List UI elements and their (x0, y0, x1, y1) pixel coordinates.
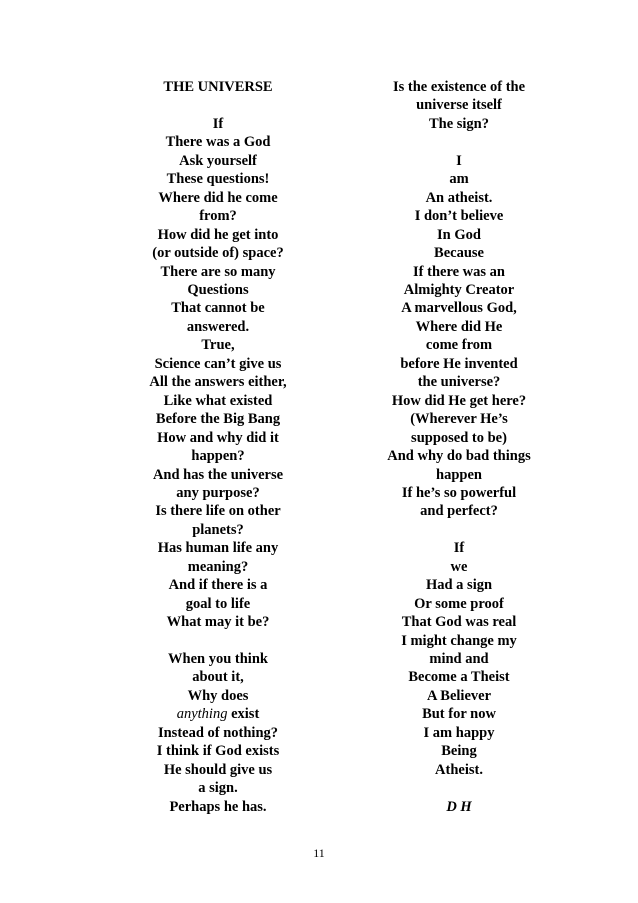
poem-line: An atheist. (425, 189, 493, 206)
poem-line: These questions! (166, 171, 270, 188)
poem-line: I might change my (401, 632, 517, 649)
poem-left-column (128, 78, 308, 816)
poem-line: Because (434, 245, 484, 262)
poem-line: And why do bad things (387, 448, 531, 465)
poem-line: a sign. (198, 780, 238, 797)
page-number: 11 (313, 846, 325, 860)
poem-line (368, 779, 550, 797)
poem-line: I don’t believe (414, 208, 504, 225)
author-initials: D H (446, 798, 472, 815)
poem-line: And has the universe (152, 466, 284, 483)
poem-line (368, 521, 550, 539)
poem-line: Atheist. (435, 761, 483, 778)
poem-line: we (450, 558, 468, 575)
poem-line: If (453, 540, 465, 557)
poem-line: That cannot be (171, 300, 265, 317)
poem-line: And if there is a (168, 577, 268, 594)
poem-line: There are so many (160, 263, 276, 280)
poem-line-anything (128, 705, 308, 723)
poem-line: any purpose? (176, 484, 260, 501)
poem-line: Become a Theist (408, 669, 510, 686)
poem-line: True, (201, 337, 235, 354)
poem-line: A Believer (426, 687, 492, 704)
poem-line: Science can’t give us (154, 355, 282, 372)
poem-line: How did he get into (157, 226, 279, 243)
poem-line: Where did He (415, 318, 503, 335)
poem-line: That God was real (401, 614, 517, 631)
poem-line-rest: exist (227, 706, 260, 723)
poem-line: Is there life on other (155, 503, 281, 520)
poem-line: happen? (191, 448, 245, 465)
poem-line: There was a God (165, 134, 271, 151)
poem-line: (or outside of) space? (152, 245, 284, 262)
poem-line: about it, (192, 669, 244, 686)
poem-line: happen (436, 466, 482, 483)
poem-line: He should give us (163, 761, 273, 778)
poem-line: Had a sign (425, 577, 493, 594)
poem-line: Perhaps he has. (169, 798, 267, 815)
poem-line (128, 632, 308, 650)
poem-line: I (456, 152, 462, 169)
poem-line: goal to life (185, 595, 251, 612)
poem-line: answered. (186, 318, 250, 335)
poem-line: I am happy (423, 724, 495, 741)
poem-line: Almighty Creator (403, 281, 515, 298)
poem-line: and perfect? (420, 503, 498, 520)
poem-line: am (449, 171, 469, 188)
poem-line: Like what existed (163, 392, 273, 409)
poem-line: When you think (168, 651, 268, 668)
poem-line: come from (425, 337, 493, 354)
poem-line: How and why did it (157, 429, 279, 446)
poem-line: the universe? (417, 374, 501, 391)
poem-line: Questions (187, 281, 249, 298)
poem-line (368, 133, 550, 151)
poem-line: Instead of nothing? (157, 724, 279, 741)
poem-line: Or some proof (414, 595, 504, 612)
poem-line: mind and (429, 651, 489, 668)
poem-line: universe itself (416, 97, 502, 114)
poem-line: Is the existence of the (392, 79, 526, 95)
poem-line: supposed to be) (411, 429, 507, 446)
poem-line: A marvellous God, (401, 300, 517, 317)
poem-line: (Wherever He’s (410, 411, 508, 428)
poem-line: Where did he come (158, 189, 278, 206)
poem-line: Has human life any (157, 540, 279, 557)
poem-line: Why does (187, 687, 249, 704)
poem-line: from? (199, 208, 237, 225)
poem-line: But for now (422, 706, 496, 723)
poem-line: All the answers either, (149, 374, 287, 391)
poem-line (128, 96, 308, 114)
poem-line: The sign? (428, 115, 490, 132)
poem-line: In God (437, 226, 481, 243)
poem-line: meaning? (187, 558, 249, 575)
poem-line: How did He get here? (391, 392, 527, 409)
emphasized-word: anything (176, 706, 228, 723)
poem-line: What may it be? (166, 614, 270, 631)
poem-line: Ask yourself (179, 152, 257, 169)
poem-line: If he’s so powerful (401, 484, 517, 501)
poem-line: planets? (192, 521, 244, 538)
poem-line: If there was an (413, 263, 505, 280)
poem-line: I think if God exists (156, 743, 280, 760)
poem-line: If (212, 115, 224, 132)
poem-line: Being (441, 743, 477, 760)
poem-line: Before the Big Bang (155, 411, 281, 428)
poem-title: THE UNIVERSE (163, 79, 273, 95)
poem-line: before He invented (400, 355, 518, 372)
poem-right-column (368, 78, 550, 816)
